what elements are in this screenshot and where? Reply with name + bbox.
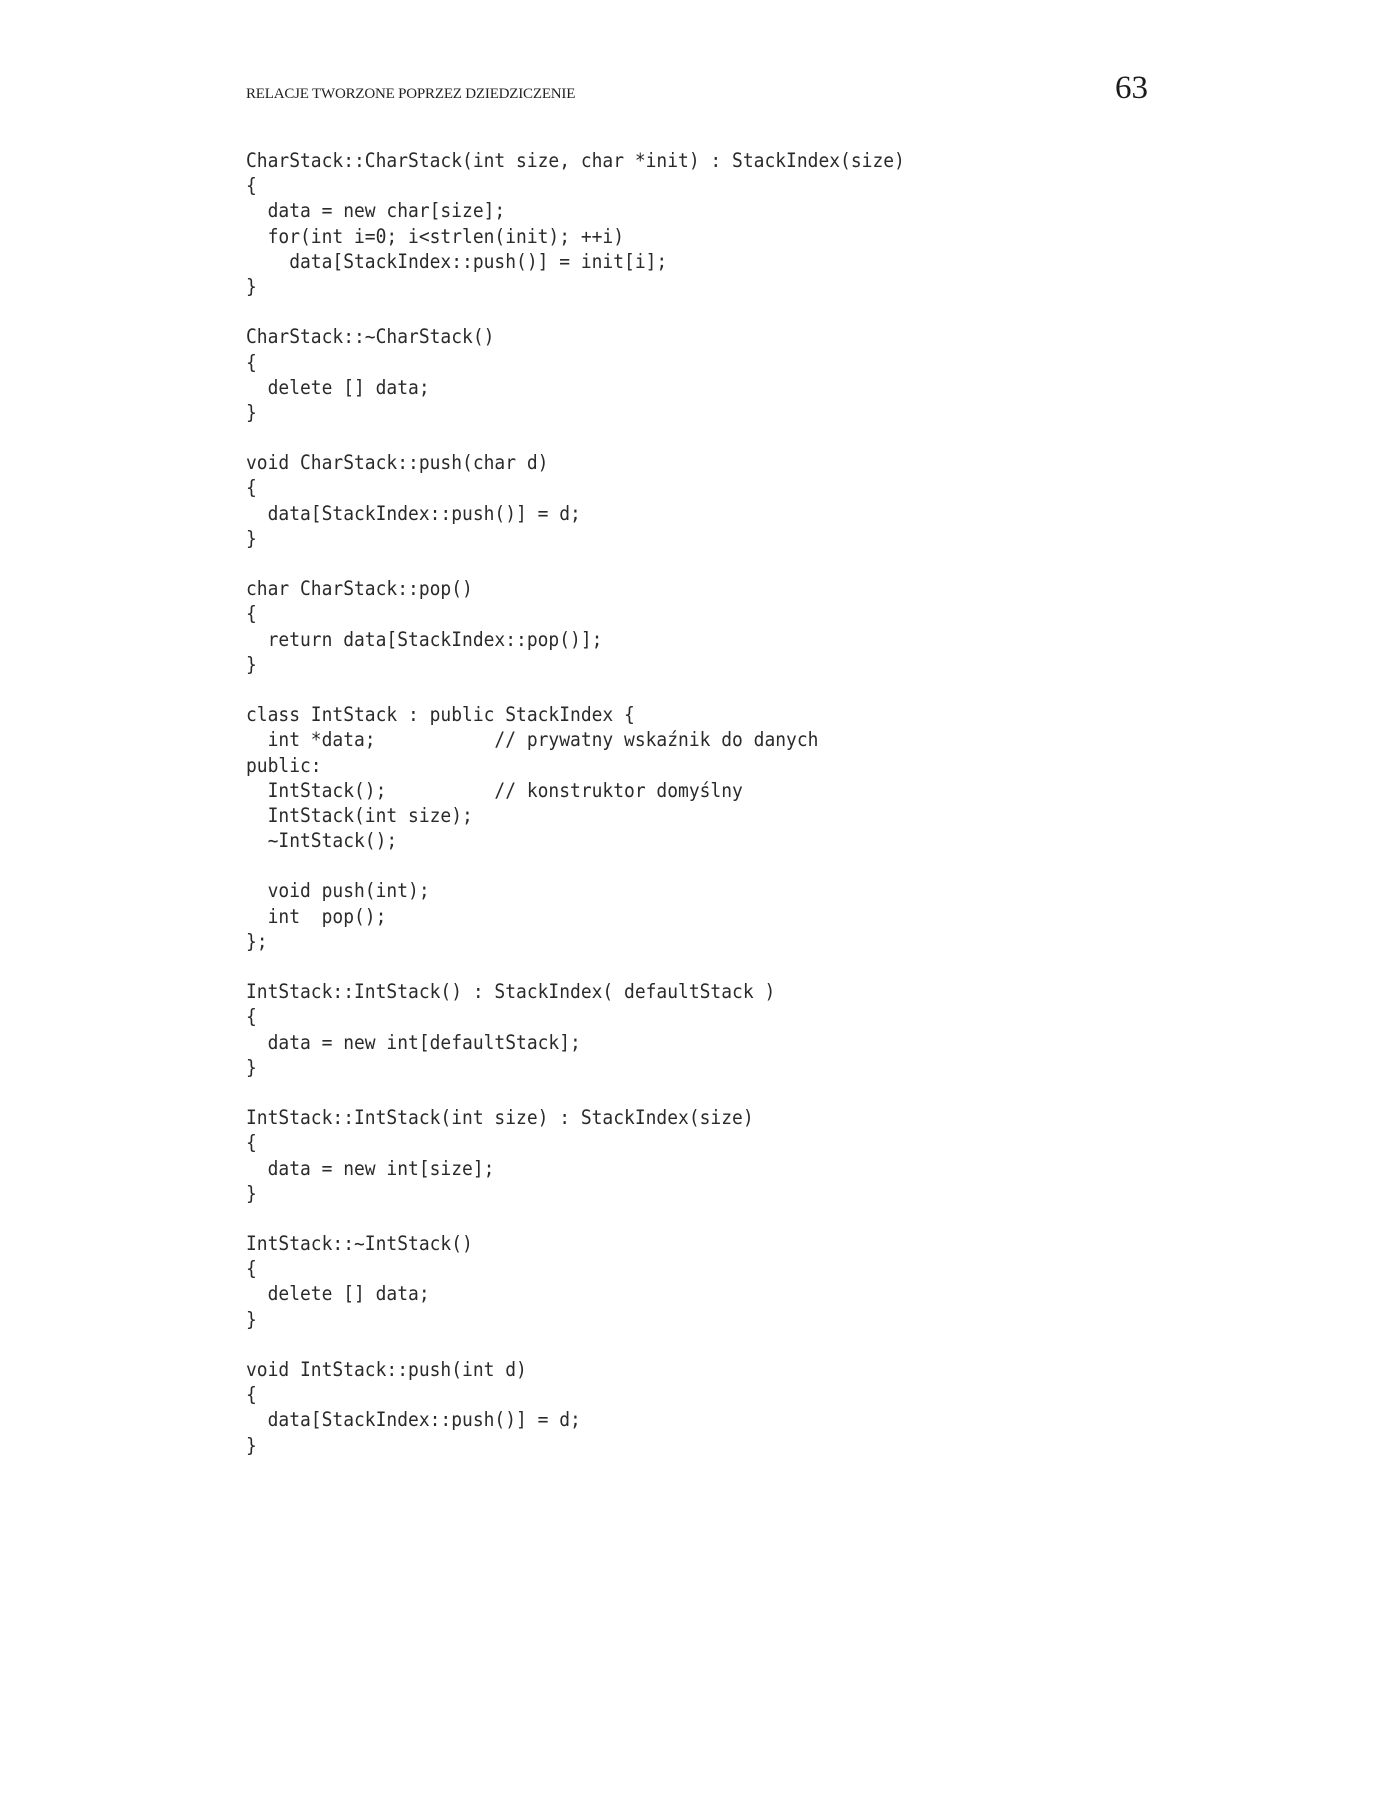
code-line: IntStack::IntStack() : StackIndex( defaultStack ) bbox=[246, 980, 776, 1004]
code-line: } bbox=[246, 274, 257, 298]
code-line: CharStack::CharStack(int size, char *init) : StackIndex(size) bbox=[246, 149, 905, 172]
code-line: { bbox=[246, 602, 257, 626]
running-header: RELACJE TWORZONE POPRZEZ DZIEDZICZENIE bbox=[246, 86, 576, 102]
code-line: public: bbox=[246, 753, 322, 777]
code-line: data = new int[defaultStack]; bbox=[246, 1030, 581, 1054]
code-line: { bbox=[246, 1383, 257, 1407]
code-line: delete [] data; bbox=[246, 1282, 430, 1306]
code-line: ~IntStack(); bbox=[246, 829, 398, 853]
code-line: data[StackIndex::push()] = d; bbox=[246, 501, 581, 525]
code-line bbox=[246, 954, 905, 979]
code-line: data = new char[size]; bbox=[246, 199, 506, 223]
code-line bbox=[246, 677, 905, 702]
code-line: } bbox=[246, 652, 257, 676]
code-line: } bbox=[246, 1181, 257, 1205]
code-line: for(int i=0; i<strlen(init); ++i) bbox=[246, 224, 625, 248]
code-line: { bbox=[246, 1131, 257, 1155]
code-line: { bbox=[246, 476, 257, 500]
code-line: } bbox=[246, 1307, 257, 1331]
code-line: void CharStack::push(char d) bbox=[246, 451, 549, 475]
code-line: IntStack::~IntStack() bbox=[246, 1232, 473, 1256]
code-line: CharStack::~CharStack() bbox=[246, 325, 495, 349]
code-line: data[StackIndex::push()] = d; bbox=[246, 1408, 581, 1432]
code-line: void push(int); bbox=[246, 879, 430, 903]
code-line: { bbox=[246, 174, 257, 198]
code-line: class IntStack : public StackIndex { bbox=[246, 703, 635, 727]
code-line: }; bbox=[246, 929, 268, 953]
code-line: int *data; // prywatny wskaźnik do danych bbox=[246, 728, 819, 752]
code-line: } bbox=[246, 400, 257, 424]
code-line: } bbox=[246, 526, 257, 550]
code-line: data[StackIndex::push()] = init[i]; bbox=[246, 249, 668, 273]
code-line: { bbox=[246, 1257, 257, 1281]
code-line bbox=[246, 551, 905, 576]
code-line: data = new int[size]; bbox=[246, 1156, 495, 1180]
code-line: { bbox=[246, 1005, 257, 1029]
code-line: { bbox=[246, 350, 257, 374]
code-line: IntStack(); // konstruktor domyślny bbox=[246, 778, 743, 802]
code-line: void IntStack::push(int d) bbox=[246, 1358, 527, 1381]
code-line: IntStack(int size); bbox=[246, 803, 473, 827]
code-line bbox=[246, 425, 905, 450]
code-line: delete [] data; bbox=[246, 375, 430, 399]
page-number: 63 bbox=[1115, 70, 1148, 106]
code-line: } bbox=[246, 1055, 257, 1079]
code-line: } bbox=[246, 1433, 257, 1457]
code-line bbox=[246, 299, 905, 324]
code-line bbox=[246, 853, 905, 878]
code-line: char CharStack::pop() bbox=[246, 577, 473, 601]
code-line bbox=[246, 1206, 905, 1231]
code-line bbox=[246, 1332, 905, 1357]
code-line: int pop(); bbox=[246, 904, 387, 928]
code-listing bbox=[246, 148, 962, 1458]
code-line bbox=[246, 1080, 905, 1105]
code-line: return data[StackIndex::pop()]; bbox=[246, 627, 603, 651]
code-line: IntStack::IntStack(int size) : StackIndex(size) bbox=[246, 1106, 754, 1130]
